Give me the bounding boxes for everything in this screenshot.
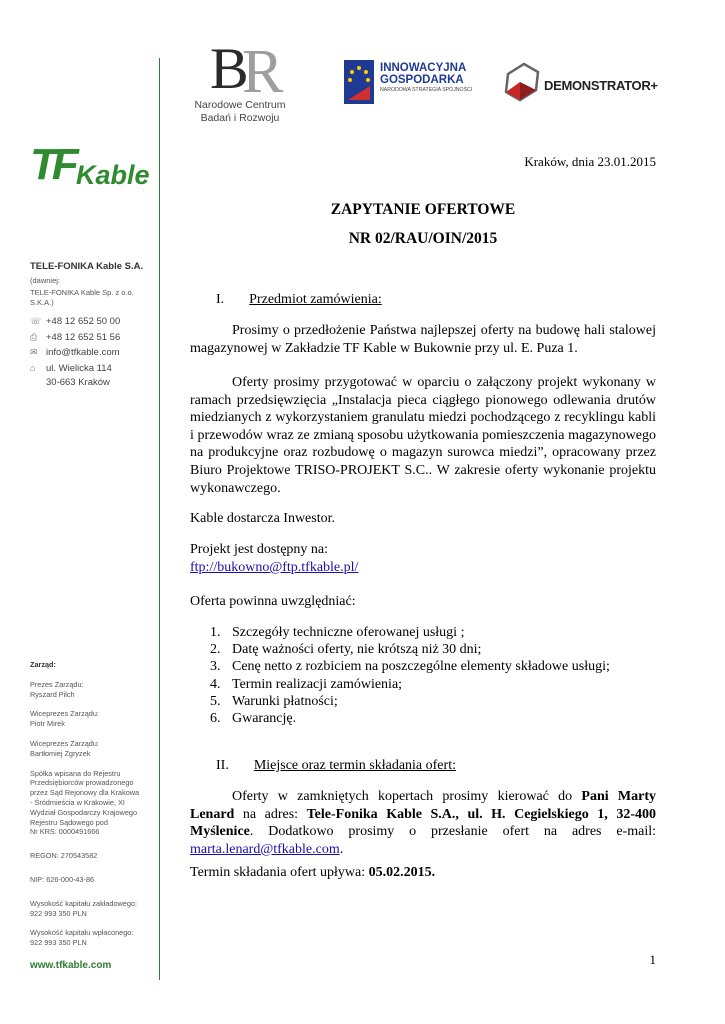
submission-address: Tele-Fonika Kable S.A., ul. H. Cegielskiego 1, 32-400 Myślenice — [190, 806, 656, 840]
paragraph-submission: Oferty w zamkniętych kopertach prosimy kierować do Pani Marty Lenard na adres: Tele-Fonika Kable S.A., ul. H. Cegielskiego 1, 32-400 Myślenice. Dodatkowo prosimy o przesłanie ofert na adres e-mail: marta.lenard@tfkable.com. — [190, 789, 656, 857]
address-icon: ⌂ — [30, 362, 36, 373]
sidebar-company-block — [30, 261, 155, 391]
registry-line-1: Spółka wpisana do Rejestru — [30, 768, 121, 778]
paragraph-project-available: Projekt jest dostępny na: — [190, 542, 329, 557]
paragraph-subject: Prosimy o przedłożenie Państwa najlepszej oferty na budowę hali stalowej magazynowej w Zakładzie TF Kable w Bukownie przy ul. E. Puza 1. — [190, 323, 656, 356]
paragraph-project: Oferty prosimy przygotować w oparciu o załączony projekt wykonany w ramach przedsięwzięcia „Instalacja pieca ciągłego pionowego odlewania drutów miedzianych z wykorzystaniem granulatu miedzi pochodzącego z recyklingu kabli i przewodów wraz ze zmianą sposobu użytkowania pomieszczenia magazynowego na produkcyjne oraz rozbudowę o magazyn surowca miedzi”, opracowany przez Biuro Projektowe TRISO-PROJEKT S.C.. W zakresie oferty wykonanie projektu wykonawczego. — [190, 375, 656, 496]
board-title: Zarząd: — [30, 660, 56, 669]
demonstrator-text: DEMONSTRATOR+ — [544, 78, 658, 93]
section-1-title: Przedmiot zamówienia: — [249, 292, 382, 307]
regon: REGON: 270543582 — [30, 851, 98, 861]
vp2-name: Bartłomiej Zgryzek — [30, 748, 91, 758]
fax-line — [30, 330, 155, 346]
sidebar-divider — [159, 58, 160, 980]
deadline-date: 05.02.2015. — [368, 865, 436, 880]
section-1-heading — [216, 292, 382, 308]
registry-line-6: Rejestru Sądowego pod — [30, 817, 108, 827]
registry-line-5: Wydział Gospodarczy Krajowego — [30, 807, 138, 817]
ig-title-line2: GOSPODARKA — [380, 74, 464, 86]
ftp-link-line — [190, 559, 656, 577]
list-item: 1. Szczegóły techniczne oferowanej usługi ; — [210, 625, 465, 640]
phone-icon: ☏ — [30, 316, 42, 326]
svg-text:R: R — [242, 38, 284, 98]
list-item: 5. Warunki płatności; — [210, 693, 338, 709]
registry-line-2: Przedsiębiorców prowadzonego — [30, 778, 134, 788]
document-number: NR 02/RAU/OIN/2015 — [348, 230, 498, 247]
phone-number: +48 12 652 50 00 — [46, 316, 121, 327]
registry-line-7: Nr KRS: 0000491666 — [30, 827, 100, 837]
paragraph-offer-includes: Oferta powinna uwzględniać: — [190, 594, 356, 609]
demonstrator-logo — [500, 60, 660, 106]
ncbr-mark-icon — [190, 36, 310, 98]
email-address[interactable]: info@tfkable.com — [46, 347, 120, 358]
fax-number: +48 12 652 51 56 — [46, 331, 121, 343]
president-name: Ryszard Pilch — [30, 689, 75, 699]
ncbr-logo — [190, 36, 310, 126]
document-title: ZAPYTANIE OFERTOWE — [330, 201, 516, 218]
cube-icon — [500, 60, 542, 104]
list-item: 6. Gwarancję. — [210, 711, 297, 727]
sidebar-legal-block — [30, 660, 158, 948]
capital-paid-value: 922 993 350 PLN — [30, 938, 87, 948]
vp2-role: Wiceprezes Zarządu: — [30, 738, 99, 748]
contact-person: Pani Marty Lenard — [190, 789, 656, 822]
fax-icon: ⎙ — [30, 331, 38, 342]
nip: NIP: 626-000-43-86 — [30, 874, 95, 884]
website-link[interactable]: www.tfkable.com — [30, 960, 112, 971]
ftp-link[interactable]: ftp://bukowno@ftp.tfkable.pl/ — [190, 560, 359, 575]
section-1-number: I. — [216, 292, 225, 307]
tf-kable-logo — [30, 140, 150, 194]
list-item: 2. Datę ważności oferty, nie krótszą niż 30 dni; — [210, 642, 482, 658]
email-icon: ✉ — [30, 347, 38, 357]
vp1-name: Piotr Mirek — [30, 719, 65, 729]
email-line — [30, 345, 155, 361]
capital-initial-label: Wysokość kapitału zakładowego: — [30, 898, 138, 908]
list-item: 3. Cenę netto z rozbiciem na poszczególne elementy składowe usługi; — [210, 659, 610, 675]
offer-requirements-list — [210, 624, 610, 727]
former-name: TELE-FONIKA Kable Sp. z o.o. S.K.A.) — [30, 288, 134, 307]
tf-logo-letters: TF — [30, 140, 74, 189]
city: 30-663 Kraków — [46, 377, 110, 388]
section-2-title: Miejsce oraz termin składania ofert: — [253, 758, 456, 773]
capital-initial-value: 922 993 350 PLN — [30, 908, 87, 918]
address-line — [30, 361, 155, 377]
registry-line-4: - Śródmieścia w Krakowie, XI — [30, 797, 125, 807]
ncbr-name: Narodowe Centrum Badań i Rozwoju — [194, 99, 286, 124]
contact-email-link[interactable]: marta.lenard@tfkable.com — [190, 841, 340, 857]
paragraph-investor: Kable dostarcza Inwestor. — [190, 511, 335, 526]
svg-text:B: B — [210, 36, 249, 98]
registry-line-3: przez Sąd Rejonowy dla Krakowa — [30, 788, 140, 798]
document-date: Kraków, dnia 23.01.2015 — [524, 154, 656, 169]
eu-flag-icon — [344, 60, 374, 104]
tf-logo-word: Kable — [76, 160, 150, 190]
ig-subtitle: NARODOWA STRATEGIA SPÓJNOŚCI — [380, 87, 473, 93]
innowacyjna-gospodarka-logo — [344, 60, 484, 106]
section-2-number: II. — [216, 758, 229, 773]
page-number: 1 — [649, 952, 656, 967]
paragraph-deadline: Termin składania ofert upływa: 05.02.2015. — [190, 865, 436, 880]
vp1-role: Wiceprezes Zarządu: — [30, 709, 99, 719]
street: ul. Wielicka 114 — [46, 362, 112, 374]
phone-line — [30, 314, 155, 330]
former-label: (dawniej: — [30, 276, 61, 285]
president-role: Prezes Zarządu: — [30, 679, 84, 689]
capital-paid-label: Wysokość kapitału wpłaconego: — [30, 928, 134, 938]
section-2-heading — [216, 758, 456, 774]
ig-title-line1: INNOWACYJNA — [380, 62, 467, 74]
company-name: TELE-FONIKA Kable S.A. — [30, 261, 144, 272]
list-item: 4. Termin realizacji zamówienia; — [210, 676, 403, 692]
